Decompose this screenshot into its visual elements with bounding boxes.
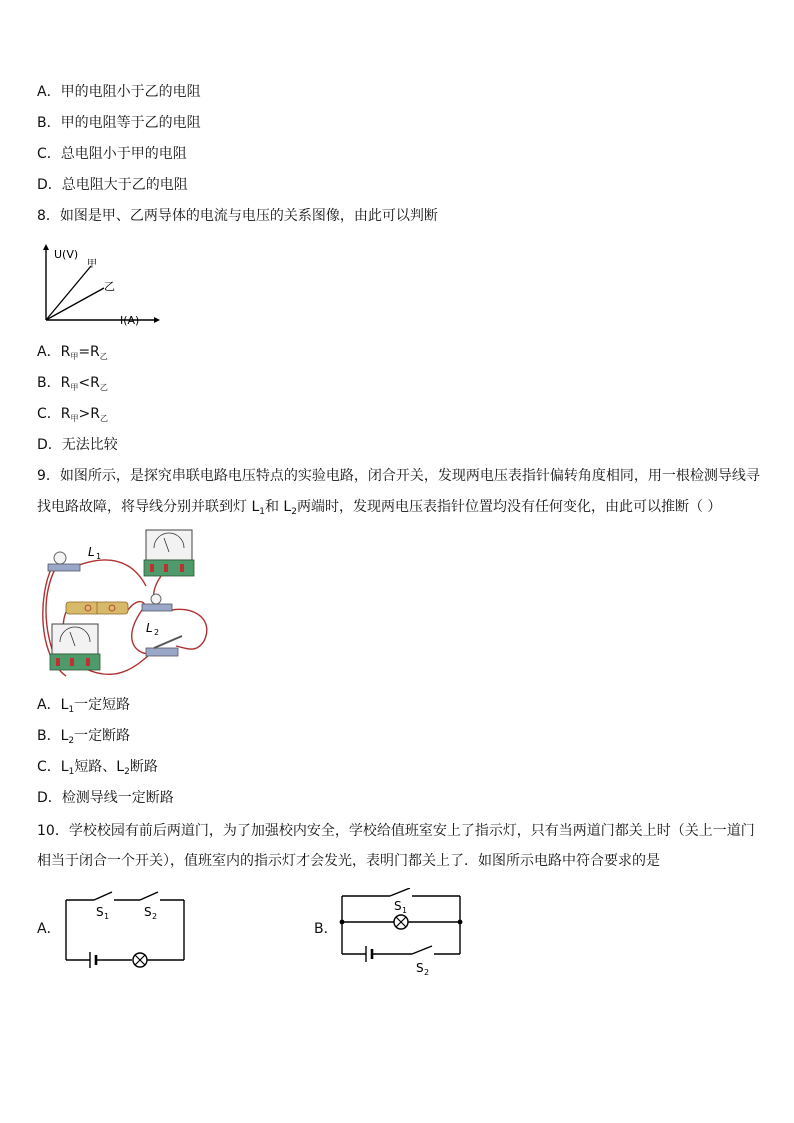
q8-option-d: D．无法比较 [37,437,118,453]
terminal [150,564,154,572]
voltmeter-top [146,530,192,560]
lamp-l2-label: L [146,621,153,635]
q9-circuit-figure [36,526,216,694]
switch-s2-label-sub: 2 [152,912,158,921]
q10-circuit-a [60,888,190,970]
lamp-l2-base [142,604,172,611]
lamp-l1-label-sub: 1 [96,552,102,561]
terminal [56,658,60,666]
q9-option-c: C．$L_1$短路、$L_2$断路 [37,759,158,777]
switch-s2 [412,946,432,954]
x-axis-label: I(A) [120,314,140,327]
q9-option-a: A．$L_1$一定短路 [37,697,131,715]
line-jia-label: 甲 [87,259,97,270]
wire [172,609,207,649]
q7-option-a: A．甲的电阻小于乙的电阻 [37,84,201,100]
switch-s2-label: S [416,961,424,975]
terminal [180,564,184,572]
line-yi-label: 乙 [104,280,115,293]
q9-option-b: B．$L_2$一定断路 [37,728,131,746]
lamp-l2-label-sub: 2 [154,628,160,637]
q8-option-c: C．$R_甲>R_乙$ [37,406,108,423]
junction-dot [340,920,345,925]
y-axis-label: U(V) [54,248,79,261]
q8-option-a: A．$R_甲=R_乙$ [37,344,108,361]
voltmeter-bottom [52,624,98,654]
lamp-l1-label: L [88,545,95,559]
q8-option-b: B．$R_甲<R_乙$ [37,375,108,392]
line-jia [46,266,91,320]
switch-s1-label: S [96,905,104,919]
q8-stem: 8．如图是甲、乙两导体的电流与电压的关系图像，由此可以判断 [37,208,438,224]
lamp-l2-bulb [151,594,161,604]
lamp-l1-bulb [54,552,66,564]
q10-circuit-b [336,888,468,976]
q10-option-a-label: A． [37,921,61,937]
y-axis-arrow [43,244,49,250]
q9-stem-line-2: 找电路故障，将导线分别并联到灯 $L_1$和 $L_2$两端时，发现两电压表指针位置均没有任何变化，由此可以推断（ ） [37,499,722,517]
switch-s1-label-sub: 1 [104,912,110,921]
q10-stem-line-1: 10．学校校园有前后两道门，为了加强校内安全，学校给值班室安上了指示灯，只有当两道门都关上时（关上一道门 [37,823,755,839]
terminal [164,564,168,572]
switch-s2-label-sub: 2 [424,968,430,976]
q10-stem-line-2: 相当于闭合一个开关），值班室内的指示灯才会发光，表明门都关上了．如图所示电路中符合要求的是 [37,853,660,869]
switch-s1-label-sub: 1 [402,906,408,915]
terminal [70,658,74,666]
line-yi [46,288,104,320]
switch-s1 [94,892,112,900]
q10-option-b-label: B． [314,921,338,937]
lamp-l1-base [48,564,80,571]
q9-option-d: D．检测导线一定断路 [37,790,174,806]
junction-dot [458,920,463,925]
terminal [86,658,90,666]
switch-s1 [390,888,410,896]
switch-s1-label: S [394,899,402,913]
switch-base [146,648,178,656]
q7-option-c: C．总电阻小于甲的电阻 [37,146,187,162]
x-axis-arrow [154,317,160,323]
q9-stem-line-1: 9．如图所示，是探究串联电路电压特点的实验电路，闭合开关，发现两电压表指针偏转角度相同，用一根检测导线寻 [37,468,760,484]
q7-option-b: B．甲的电阻等于乙的电阻 [37,115,201,131]
switch-s2-label: S [144,905,152,919]
wire [74,560,146,586]
q7-option-d: D．总电阻大于乙的电阻 [37,177,188,193]
switch-s2 [140,892,158,900]
q8-ui-graph [36,240,166,332]
